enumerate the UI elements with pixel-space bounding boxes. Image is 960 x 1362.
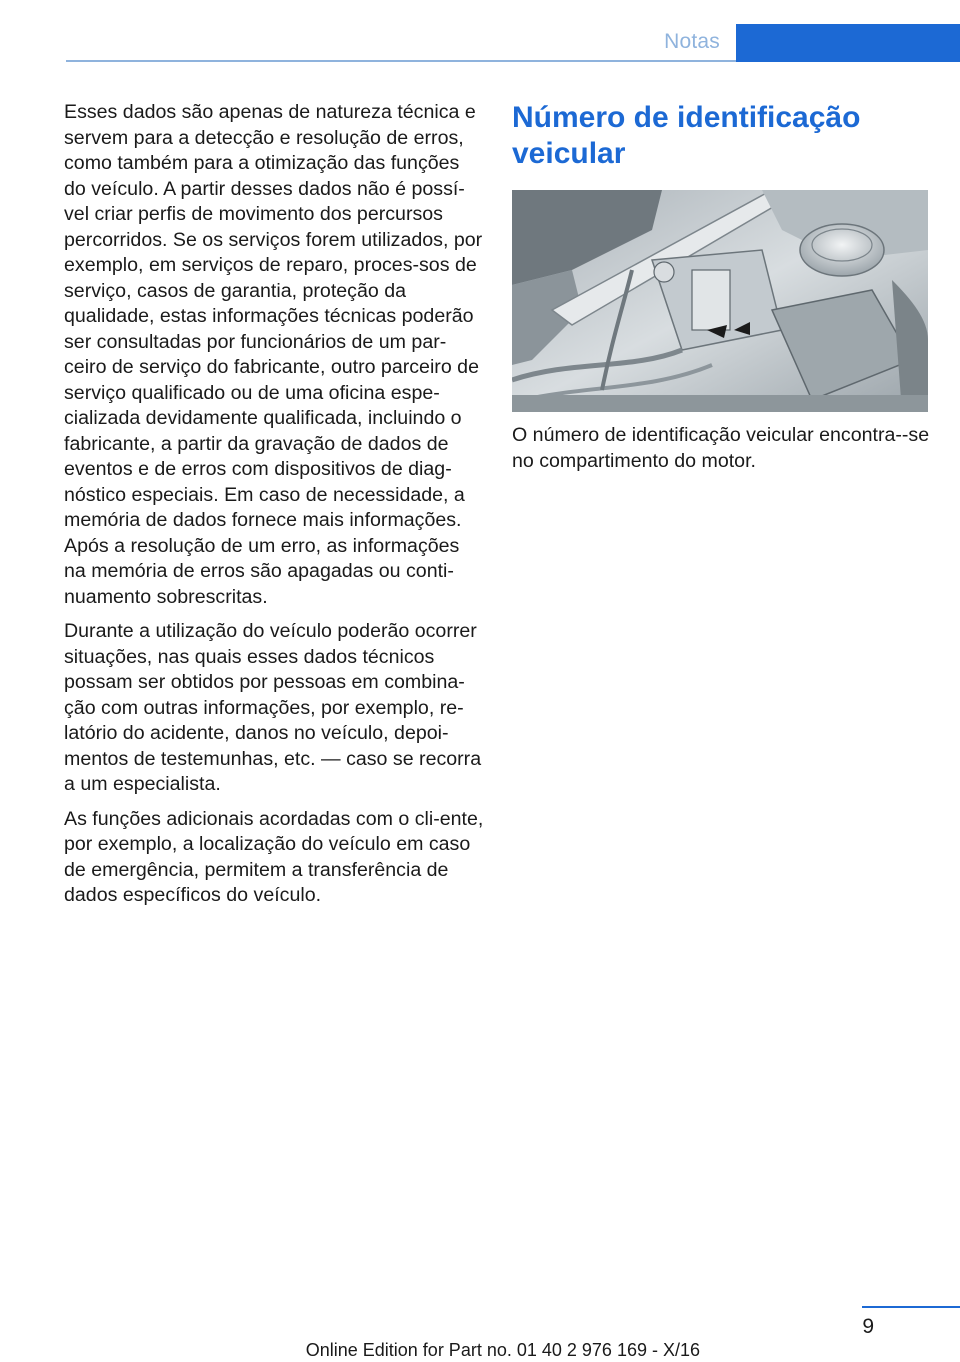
left-column — [64, 100, 484, 918]
photo-caption: O número de identificação veicular encontra--se no compartimento do motor. — [512, 424, 930, 472]
section-title: Número de identificação veicular — [512, 101, 861, 170]
header-rule — [66, 60, 736, 62]
section-label: Notas — [664, 30, 720, 53]
body-paragraph-2: Durante a utilização do veículo poderão ocorrer situações, nas quais esses dados técnicos possam ser obtidos por pessoas em combina-ção com outras informações, por exemplo, re-latório do acidente, danos no veículo, depoi-mentos de testemunhas, etc. — caso se recorra a um especialista. — [64, 620, 482, 795]
engine-compartment-photo — [512, 190, 928, 412]
body-paragraph-3: As funções adicionais acordadas com o cli-ente, por exemplo, a localização do veículo em caso de emergência, permitem a transferência de dados específicos do veículo. — [64, 807, 484, 906]
page-number: 9 — [862, 1315, 874, 1338]
body-paragraph-1: Esses dados são apenas de natureza técnica e servem para a detecção e resolução de erros, como também para a otimização das funções do veículo. A partir desses dados não é possí-vel criar perfis de movimento dos percursos percorridos. Se os serviços forem utilizados, por exemplo, em serviços de reparo, proces-sos de serviço, casos de garantia, proteção da qualidade, estas informações técnicas poderão ser consultadas por funcionários de um par-ceiro de serviço do fabricante, outro parceiro de serviço qualificado ou de uma oficina espe-cializada devidamente qualificada, incluindo o fabricante, a partir da gravação de dados de eventos e de erros com dispositivos de diag-nóstico especiais. Em caso de necessidade, a memória de dados fornece mais informações. Após a resolução de um erro, as informações na memória de erros são apagadas ou conti-nuamento sobrescritas. — [64, 101, 483, 608]
footer-rule — [862, 1306, 960, 1308]
edition-note: Online Edition for Part no. 01 40 2 976 169 - X/16 — [305, 1340, 700, 1360]
header-accent-block — [736, 24, 960, 62]
right-column — [512, 100, 932, 474]
